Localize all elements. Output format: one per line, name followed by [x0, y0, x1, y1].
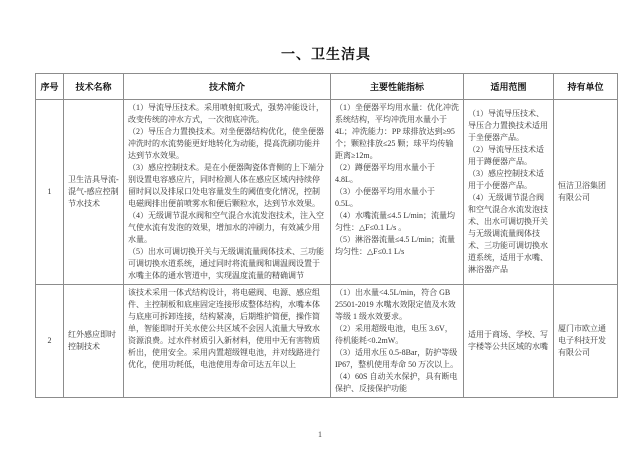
paragraph: （4）无级调节混水阀和空气混合水流发泡技术，注入空气使水流有发泡的效果，增加水的冲刷力，有效减少用水量。: [128, 211, 324, 244]
serial-cell: [36, 100, 64, 285]
paragraph: （3）感应控制技术适用于小便器产品。: [468, 169, 544, 190]
paragraph: 红外感应即时控制技术: [68, 330, 116, 351]
tech-table: [35, 73, 618, 398]
table-row: [36, 285, 618, 398]
holder-cell: [554, 285, 618, 398]
paragraph: （2）采用超级电池，电压 3.6V，待机能耗<0.2mW。: [335, 324, 453, 345]
paragraph: （2）导压合力置换技术。对坐便器结构优化，使坐便器冲洗时的水流势能更好地转化为动能，提高洗刷功能并达到节水效果。: [128, 127, 324, 160]
paragraph: 恒洁卫浴集团有限公司: [558, 181, 606, 202]
paragraph: （2）蹲便器平均用水量小于 4.8L。: [335, 163, 435, 184]
paragraph: 该技术采用一体式结构设计，将电磁阀、电源、感应组件、主控制板和底座固定连接形成整体结构，水嘴本体与底座可拆卸连接，结构紧凑，后期维护简便，操作简单，智能即时开关水使公共区域不会因人流量大导致水资源浪费。过水件材质引入新材料，使用中无有害物质析出，使用安全。采用内置超级锂电池，并对线路进行优化，使用功耗低，电池使用寿命可达五年以上: [128, 288, 320, 369]
column-header: 技术名称: [64, 74, 124, 100]
paragraph: （5）淋浴器流量≤4.5 L/min；流量均匀性：△F≤0.1 L/s: [335, 235, 455, 256]
tech-intro-cell: [124, 100, 331, 285]
paragraph: （4）水嘴流量≤4.5 L/min；流量均匀性：△F≤0.1 L/s 。: [335, 211, 455, 232]
column-header: 持有单位: [554, 74, 618, 100]
paragraph: （2）导流导压技术适用于蹲便器产品。: [468, 145, 544, 166]
paragraph: （3）适用水压 0.5-8Bar，防护等级 IP67，整机使用寿命 50 万次以上。: [335, 348, 459, 369]
paragraph: （1）导流导压技术。采用喷射虹吸式，强势冲能设计，改变传统的冲水方式，一次彻底冲洗。: [128, 103, 324, 124]
paragraph: （1）出水量<4.5L/min，符合 GB 25501-2019 水嘴水效限定值及水效等级 1 级水效要求。: [335, 288, 456, 321]
page-number: 1: [318, 430, 322, 439]
serial-cell: [36, 285, 64, 398]
column-header: 主要性能指标: [331, 74, 464, 100]
tech-intro-cell: [124, 285, 331, 398]
tech-name-cell: [64, 100, 124, 285]
paragraph: （3）小便器平均用水量小于 0.5L。: [335, 187, 435, 208]
paragraph: （5）出水可调切换开关与无级调流量阀体技术、三功能可调切换水道系统，通过同时将流量阀和调温阀设置于水嘴主体的通水管道中，实现温度流量的精确调节: [128, 247, 324, 280]
performance-cell: [331, 285, 464, 398]
section-title: 一、卫生洁具: [281, 48, 371, 63]
header-row: [36, 74, 618, 100]
table-row: [36, 100, 618, 285]
paragraph: （4）60S 自动关水保护，具有断电保护、反接保护功能: [335, 372, 458, 393]
column-header: 技术简介: [124, 74, 331, 100]
paragraph: 2: [47, 336, 52, 345]
table-body: [36, 100, 618, 398]
scope-cell: [464, 100, 554, 285]
paragraph: （1）导流导压技术、导压合力置换技术适用于坐便器产品。: [468, 109, 548, 142]
paragraph: （3）感应控制技术。是在小便器陶瓷体背侧的上下端分别设置电容感应片，同时检测人体在感应区域内持续停留时间以及排尿口处电容量发生的阈值变化情况，控制电磁阀排出便前喷雾水和便后颗粒水，达到节水效果。: [128, 163, 324, 208]
paragraph: 厦门市欧立通电子科技开发有限公司: [558, 324, 606, 357]
paragraph: （1）坐便器平均用水量：优化冲洗系统结构，平均冲洗用水量小于 4L；冲洗能力：PP 球排放达到≥95 个；颗粒排放≤25 颗；球平均传输距离≥12m。: [335, 103, 459, 160]
tech-name-cell: [64, 285, 124, 398]
paragraph: （4）无级调节混合阀和空气混合水流发泡技术、出水可调切换开关与无级调流量阀体技术、三功能可调切换水道系统，适用于水嘴、淋浴器产品: [468, 193, 548, 274]
column-header: 序号: [36, 74, 64, 100]
paragraph: 适用于商场、学校、写字楼等公共区域的水嘴: [468, 330, 548, 351]
scope-cell: [464, 285, 554, 398]
performance-cell: [331, 100, 464, 285]
holder-cell: [554, 100, 618, 285]
table-header: [36, 74, 618, 100]
paragraph: 1: [47, 187, 52, 196]
paragraph: 卫生洁具导流-混气-感应控制节水技术: [68, 175, 119, 208]
column-header: 适用范围: [464, 74, 554, 100]
